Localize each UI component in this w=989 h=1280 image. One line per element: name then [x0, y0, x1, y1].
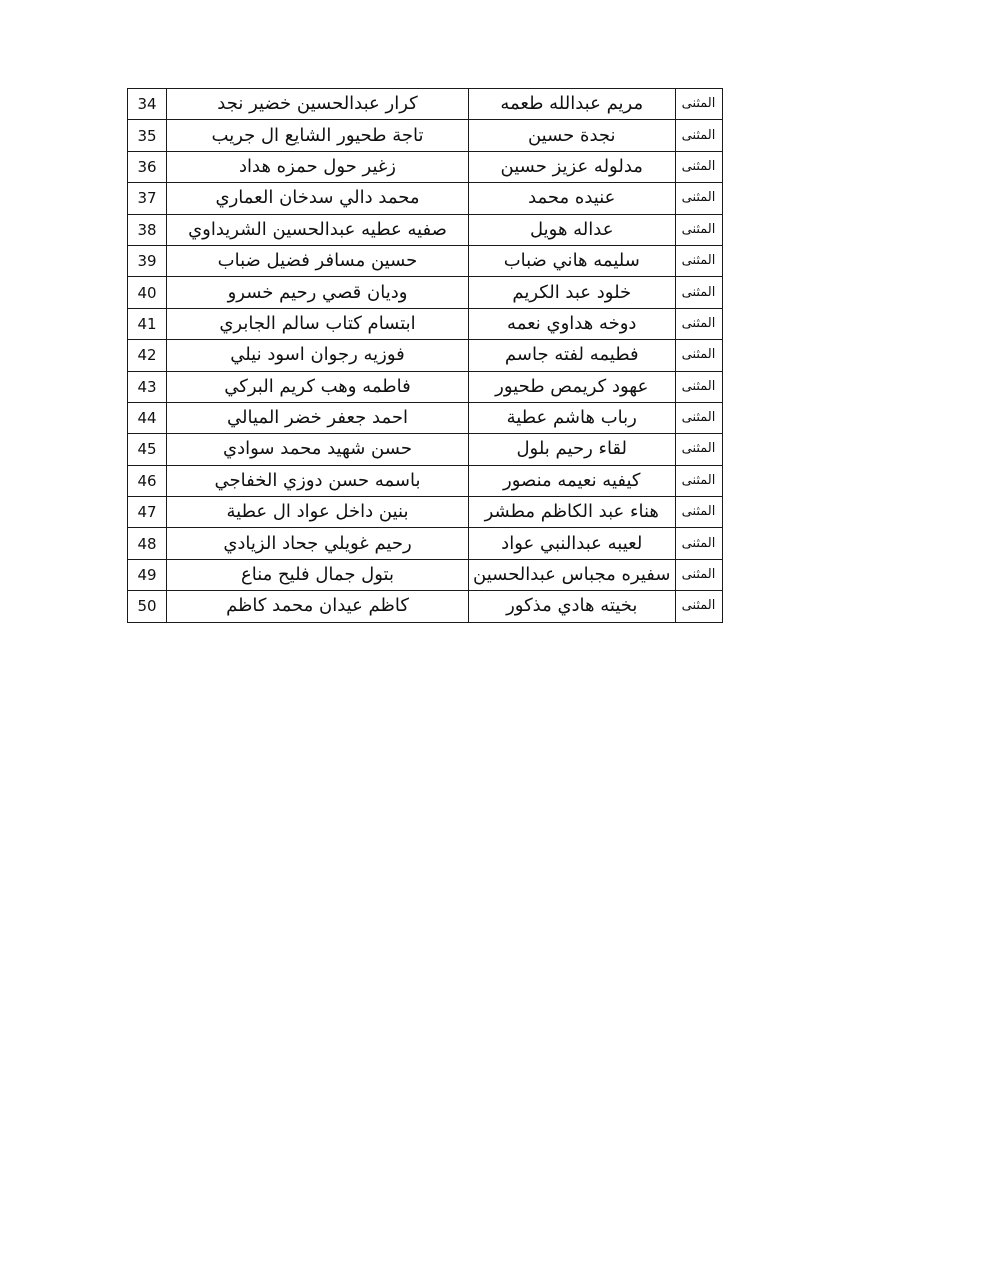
province-cell: المثنى [675, 89, 722, 120]
province-cell: المثنى [675, 277, 722, 308]
full-name-cell: كاظم عيدان محمد كاظم [167, 591, 469, 622]
row-number-cell: 45 [128, 434, 167, 465]
province-cell: المثنى [675, 402, 722, 433]
mother-name-cell: نجدة حسين [469, 120, 676, 151]
row-number-cell: 43 [128, 371, 167, 402]
row-number-cell: 40 [128, 277, 167, 308]
mother-name-cell: لعيبه عبدالنبي عواد [469, 528, 676, 559]
mother-name-cell: فطيمه لفته جاسم [469, 340, 676, 371]
row-number-cell: 46 [128, 465, 167, 496]
mother-name-cell: لقاء رحيم بلول [469, 434, 676, 465]
full-name-cell: حسين مسافر فضيل ضباب [167, 245, 469, 276]
mother-name-cell: مريم عبدالله طعمه [469, 89, 676, 120]
full-name-cell: فاطمه وهب كريم البركي [167, 371, 469, 402]
table-row [128, 591, 723, 622]
full-name-cell: زغير حول حمزه هداد [167, 151, 469, 182]
province-cell: المثنى [675, 434, 722, 465]
province-cell: المثنى [675, 151, 722, 182]
row-number-cell: 50 [128, 591, 167, 622]
table-row [128, 497, 723, 528]
table-row [128, 308, 723, 339]
full-name-cell: كرار عبدالحسين خضير نجد [167, 89, 469, 120]
row-number-cell: 49 [128, 559, 167, 590]
mother-name-cell: رباب هاشم عطية [469, 402, 676, 433]
row-number-cell: 39 [128, 245, 167, 276]
full-name-cell: صفيه عطيه عبدالحسين الشريداوي [167, 214, 469, 245]
table-row [128, 402, 723, 433]
full-name-cell: رحيم غويلي جحاد الزيادي [167, 528, 469, 559]
mother-name-cell: دوخه هداوي نعمه [469, 308, 676, 339]
mother-name-cell: هناء عبد الكاظم مطشر [469, 497, 676, 528]
table-row [128, 151, 723, 182]
mother-name-cell: عداله هويل [469, 214, 676, 245]
mother-name-cell: سفيره مجباس عبدالحسين [469, 559, 676, 590]
province-cell: المثنى [675, 559, 722, 590]
full-name-cell: وديان قصي رحيم خسرو [167, 277, 469, 308]
full-name-cell: فوزيه رجوان اسود نيلي [167, 340, 469, 371]
names-table [127, 88, 723, 623]
full-name-cell: حسن شهيد محمد سوادي [167, 434, 469, 465]
province-cell: المثنى [675, 591, 722, 622]
row-number-cell: 34 [128, 89, 167, 120]
province-cell: المثنى [675, 120, 722, 151]
province-cell: المثنى [675, 465, 722, 496]
full-name-cell: احمد جعفر خضر الميالي [167, 402, 469, 433]
province-cell: المثنى [675, 183, 722, 214]
row-number-cell: 38 [128, 214, 167, 245]
table-row [128, 371, 723, 402]
full-name-cell: محمد دالي سدخان العماري [167, 183, 469, 214]
province-cell: المثنى [675, 528, 722, 559]
table-row [128, 340, 723, 371]
mother-name-cell: كيفيه نعيمه منصور [469, 465, 676, 496]
mother-name-cell: سليمه هاني ضباب [469, 245, 676, 276]
full-name-cell: بنين داخل عواد ال عطية [167, 497, 469, 528]
mother-name-cell: عنيده محمد [469, 183, 676, 214]
province-cell: المثنى [675, 340, 722, 371]
row-number-cell: 48 [128, 528, 167, 559]
names-table-body [128, 89, 723, 623]
table-row [128, 559, 723, 590]
row-number-cell: 41 [128, 308, 167, 339]
full-name-cell: ابتسام كتاب سالم الجابري [167, 308, 469, 339]
table-row [128, 528, 723, 559]
province-cell: المثنى [675, 371, 722, 402]
province-cell: المثنى [675, 214, 722, 245]
table-row [128, 183, 723, 214]
province-cell: المثنى [675, 308, 722, 339]
table-row [128, 120, 723, 151]
table-row [128, 214, 723, 245]
full-name-cell: تاجة طحيور الشايع ال جريب [167, 120, 469, 151]
full-name-cell: بتول جمال فليح مناع [167, 559, 469, 590]
mother-name-cell: خلود عبد الكريم [469, 277, 676, 308]
row-number-cell: 42 [128, 340, 167, 371]
province-cell: المثنى [675, 497, 722, 528]
table-row [128, 277, 723, 308]
table-row [128, 465, 723, 496]
table-row [128, 434, 723, 465]
province-cell: المثنى [675, 245, 722, 276]
row-number-cell: 36 [128, 151, 167, 182]
row-number-cell: 37 [128, 183, 167, 214]
table-row [128, 245, 723, 276]
mother-name-cell: مدلوله عزيز حسين [469, 151, 676, 182]
row-number-cell: 35 [128, 120, 167, 151]
row-number-cell: 47 [128, 497, 167, 528]
full-name-cell: باسمه حسن دوزي الخفاجي [167, 465, 469, 496]
mother-name-cell: بخيته هادي مذكور [469, 591, 676, 622]
row-number-cell: 44 [128, 402, 167, 433]
mother-name-cell: عهود كريمص طحيور [469, 371, 676, 402]
table-row [128, 89, 723, 120]
